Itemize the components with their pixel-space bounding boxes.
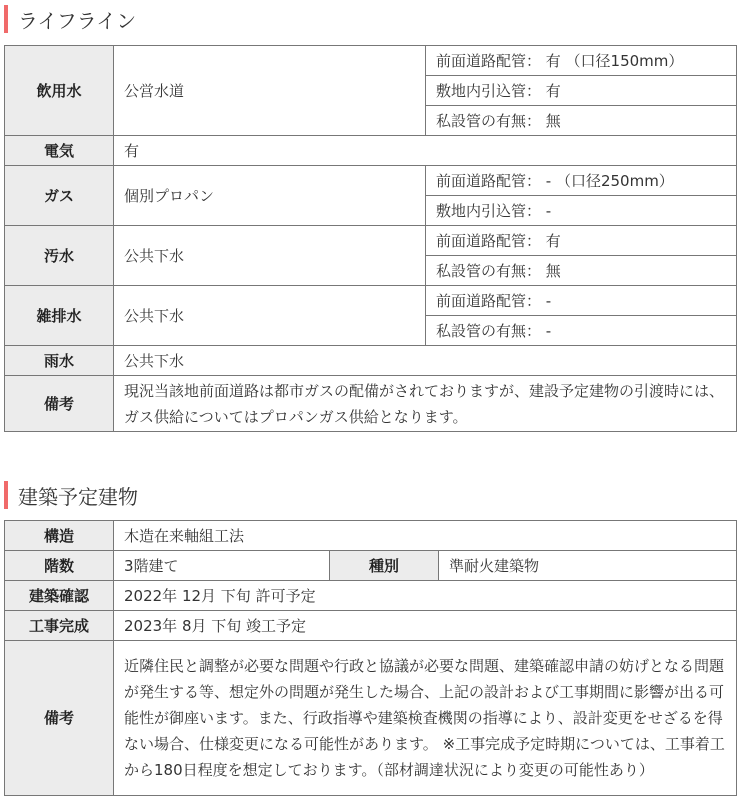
structure-value: 木造在来軸組工法 bbox=[114, 521, 737, 551]
water-label: 飲用水 bbox=[5, 46, 114, 136]
table-row bbox=[5, 611, 737, 641]
type-value: 準耐火建築物 bbox=[439, 551, 737, 581]
gas-value: 個別プロパン bbox=[114, 166, 426, 226]
sewage-value: 公共下水 bbox=[114, 226, 426, 286]
lifeline-title-text: ライフライン bbox=[18, 8, 137, 33]
sewage-label: 汚水 bbox=[5, 226, 114, 286]
lifeline-remarks-value: 現況当該地前面道路は都市ガスの配備がされておりますが、建設予定建物の引渡時には、ガス供給についてはプロパンガス供給となります。 bbox=[114, 376, 737, 432]
table-row bbox=[5, 346, 737, 376]
drainage-label: 雑排水 bbox=[5, 286, 114, 346]
water-value: 公営水道 bbox=[114, 46, 426, 136]
table-row bbox=[5, 376, 737, 432]
lifeline-remarks-label: 備考 bbox=[5, 376, 114, 432]
water-detail-1: 前面道路配管： 有 （口径150mm） bbox=[426, 46, 737, 76]
gas-detail-2: 敷地内引込管： - bbox=[426, 196, 737, 226]
table-row bbox=[5, 226, 737, 256]
sewage-detail-2: 私設管の有無： 無 bbox=[426, 256, 737, 286]
drainage-detail-1: 前面道路配管： - bbox=[426, 286, 737, 316]
floors-value: 3階建て bbox=[114, 551, 330, 581]
table-row bbox=[5, 286, 737, 316]
rainwater-label: 雨水 bbox=[5, 346, 114, 376]
table-row bbox=[5, 166, 737, 196]
building-table bbox=[4, 520, 737, 796]
table-row bbox=[5, 136, 737, 166]
section-accent-bar bbox=[4, 5, 8, 33]
table-row bbox=[5, 551, 737, 581]
table-row bbox=[5, 521, 737, 551]
sewage-detail-1: 前面道路配管： 有 bbox=[426, 226, 737, 256]
drainage-detail-2: 私設管の有無： - bbox=[426, 316, 737, 346]
building-section-title bbox=[4, 480, 138, 510]
building-title-text: 建築予定建物 bbox=[18, 484, 138, 509]
completion-value: 2023年 8月 下旬 竣工予定 bbox=[114, 611, 737, 641]
table-row bbox=[5, 641, 737, 796]
building-remarks-label: 備考 bbox=[5, 641, 114, 796]
completion-label: 工事完成 bbox=[5, 611, 114, 641]
table-row bbox=[5, 46, 737, 76]
confirmation-label: 建築確認 bbox=[5, 581, 114, 611]
drainage-value: 公共下水 bbox=[114, 286, 426, 346]
rainwater-value: 公共下水 bbox=[114, 346, 737, 376]
section-accent-bar bbox=[4, 481, 8, 509]
lifeline-table bbox=[4, 45, 737, 432]
table-row bbox=[5, 581, 737, 611]
water-detail-2: 敷地内引込管： 有 bbox=[426, 76, 737, 106]
floors-label: 階数 bbox=[5, 551, 114, 581]
building-remarks-value: 近隣住民と調整が必要な問題や行政と協議が必要な問題、建築確認申請の妨げとなる問題が発生する等、想定外の問題が発生した場合、上記の設計および工事期間に影響が出る可能性が御座います。また、行政指導や建築検査機関の指導により、設計変更をせざるを得ない場合、仕様変更になる可能性があります。 ※工事完成予定時期については、工事着工から180日程度を想定しております。（部材調達状況により変更の可能性あり） bbox=[114, 641, 737, 796]
gas-label: ガス bbox=[5, 166, 114, 226]
electricity-value: 有 bbox=[114, 136, 737, 166]
water-detail-3: 私設管の有無： 無 bbox=[426, 106, 737, 136]
gas-detail-1: 前面道路配管： - （口径250mm） bbox=[426, 166, 737, 196]
electricity-label: 電気 bbox=[5, 136, 114, 166]
confirmation-value: 2022年 12月 下旬 許可予定 bbox=[114, 581, 737, 611]
type-label: 種別 bbox=[330, 551, 439, 581]
structure-label: 構造 bbox=[5, 521, 114, 551]
lifeline-section-title bbox=[4, 4, 136, 34]
